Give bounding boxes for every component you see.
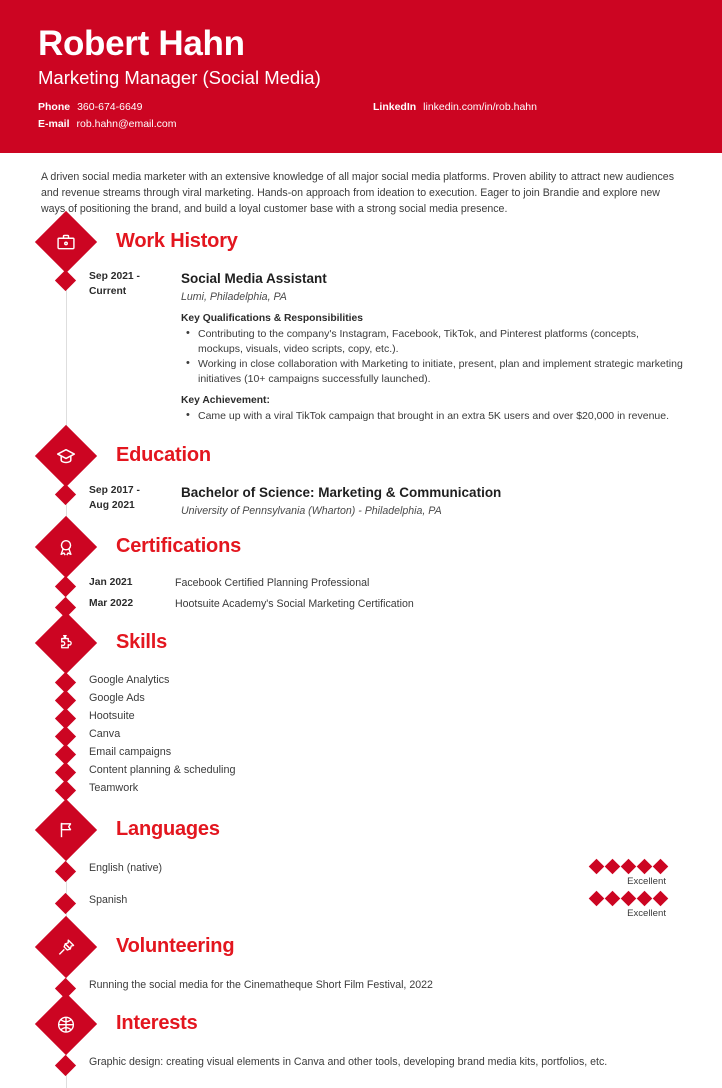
language-level: Excellent <box>627 875 666 887</box>
work-entry-date <box>89 270 175 300</box>
language-level: Excellent <box>627 907 666 919</box>
certification-date: Mar 2022 <box>89 597 134 609</box>
interests-title: Interests <box>116 1012 198 1035</box>
section-certifications <box>22 525 684 619</box>
skill-label: Google Ads <box>89 691 145 704</box>
interests-text: Graphic design: creating visual elements in Canva and other tools, developing brand media kits, portfolios, etc. <box>89 1055 608 1068</box>
education-entry-body <box>181 484 684 519</box>
candidate-job-title: Marketing Manager (Social Media) <box>38 66 321 88</box>
rating-dot-filled <box>637 890 653 906</box>
timeline-marker <box>55 893 76 914</box>
languages-heading <box>22 808 684 852</box>
rating-dots <box>574 893 666 904</box>
rating-dot-filled <box>653 890 669 906</box>
volunteering-heading <box>22 925 684 969</box>
skill-item <box>22 781 684 798</box>
work-entry-date-start: Sep 2021 - <box>89 270 140 282</box>
section-education <box>22 434 684 523</box>
education-entry-date <box>89 484 175 514</box>
flag-icon <box>35 799 97 861</box>
professional-summary: A driven social media marketer with an extensive knowledge of all major social media platforms. Proven ability to attract new audiences and revenue streams through viral marketing. Hands-on approach from ideation to execution. Eager to join Brandie and explore new ways of positioning the brand, and build a loyal customer base with a strong social media presence. <box>41 171 674 215</box>
timeline-marker <box>55 270 76 291</box>
contact-details <box>38 100 684 132</box>
language-label: Spanish <box>89 893 128 906</box>
contact-linkedin <box>373 100 684 115</box>
contact-email-label: E-mail <box>38 118 70 131</box>
timeline-marker <box>55 1055 76 1076</box>
certification-name: Facebook Certified Planning Professional <box>175 576 370 589</box>
skill-item <box>22 727 684 744</box>
skills-heading <box>22 621 684 665</box>
rating-dot-filled <box>605 858 621 874</box>
skill-label: Canva <box>89 727 121 740</box>
briefcase-icon <box>35 211 97 273</box>
volunteering-text: Running the social media for the Cinematheque Short Film Festival, 2022 <box>89 978 433 991</box>
section-work-history <box>22 220 684 432</box>
work-entry-body <box>181 270 684 424</box>
timeline-marker <box>55 861 76 882</box>
contact-email-value[interactable]: rob.hahn@email.com <box>76 118 177 131</box>
achievement-label: Key Achievement: <box>181 394 270 406</box>
rating-dot-filled <box>637 858 653 874</box>
rating-dot-filled <box>653 858 669 874</box>
language-rating <box>574 861 684 887</box>
certification-entry <box>22 576 684 594</box>
work-history-title: Work History <box>116 230 238 253</box>
timeline-marker <box>55 484 76 505</box>
contact-linkedin-label: LinkedIn <box>373 100 417 113</box>
skill-item <box>22 745 684 762</box>
contact-phone-label: Phone <box>38 100 71 113</box>
work-history-heading <box>22 220 684 264</box>
education-degree: Bachelor of Science: Marketing & Communication <box>181 484 502 500</box>
list-item: • Contributing to the company's Instagram, Facebook, TikTok, and Pinterest platforms (concepts, mockups, visuals, video scripts, copy, etc.). <box>181 327 684 357</box>
skill-item <box>22 691 684 708</box>
skill-label: Hootsuite <box>89 709 135 722</box>
rating-dot-filled <box>589 890 605 906</box>
skill-label: Teamwork <box>89 781 139 794</box>
education-institution: University of Pennsylvania (Wharton) - Philadelphia, PA <box>181 505 442 518</box>
volunteering-title: Volunteering <box>116 935 235 958</box>
certifications-title: Certifications <box>116 535 242 558</box>
skill-item <box>22 709 684 726</box>
contact-email <box>38 117 373 132</box>
certifications-heading <box>22 525 684 569</box>
ball-icon <box>35 993 97 1055</box>
resume-header <box>0 0 722 153</box>
language-label: English (native) <box>89 861 163 874</box>
education-entry <box>22 484 684 519</box>
education-date-end: Aug 2021 <box>89 499 135 511</box>
candidate-name: Robert Hahn <box>38 24 245 63</box>
achievements-list <box>181 409 684 424</box>
skills-title: Skills <box>116 631 168 654</box>
rating-dots <box>574 861 666 872</box>
skill-item <box>22 763 684 780</box>
rating-dot-filled <box>605 890 621 906</box>
pushpin-icon <box>35 916 97 978</box>
languages-title: Languages <box>116 818 220 841</box>
contact-phone <box>38 100 373 115</box>
qualifications-label: Key Qualifications & Responsibilities <box>181 312 363 324</box>
education-date-start: Sep 2017 - <box>89 484 140 496</box>
skill-label: Email campaigns <box>89 745 172 758</box>
contact-linkedin-value[interactable]: linkedin.com/in/rob.hahn <box>423 100 537 113</box>
volunteering-item <box>22 978 684 996</box>
section-languages <box>22 808 684 923</box>
certification-name: Hootsuite Academy's Social Marketing Certification <box>175 597 414 610</box>
certification-date: Jan 2021 <box>89 576 133 588</box>
language-rating <box>574 893 684 919</box>
language-item <box>22 861 684 887</box>
rating-dot-filled <box>621 858 637 874</box>
rating-dot-filled <box>621 890 637 906</box>
skill-label: Google Analytics <box>89 673 170 686</box>
qualifications-list <box>181 327 684 387</box>
puzzle-piece-icon <box>35 612 97 674</box>
list-item: • Came up with a viral TikTok campaign that brought in an extra 5K users and over $20,000 in revenue. <box>181 409 684 424</box>
award-ribbon-icon <box>35 516 97 578</box>
list-item: • Working in close collaboration with Marketing to initiate, present, plan and implement strategic marketing initiatives (10+ campaigns successfully launched). <box>181 357 684 387</box>
skill-item <box>22 673 684 690</box>
work-entry-date-end: Current <box>89 285 127 297</box>
education-heading <box>22 434 684 478</box>
interests-heading <box>22 1002 684 1046</box>
education-title: Education <box>116 444 211 467</box>
certification-entry <box>22 597 684 615</box>
timeline-marker <box>55 576 76 597</box>
skill-label: Content planning & scheduling <box>89 763 236 776</box>
contact-phone-value: 360-674-6649 <box>77 100 143 113</box>
section-skills <box>22 621 684 806</box>
resume-body <box>0 153 722 1073</box>
rating-dot-filled <box>589 858 605 874</box>
language-item <box>22 893 684 919</box>
work-entry-company: Lumi, Philadelphia, PA <box>181 291 287 304</box>
section-interests <box>22 1002 684 1073</box>
work-history-entry <box>22 270 684 424</box>
graduation-cap-icon <box>35 425 97 487</box>
work-entry-title: Social Media Assistant <box>181 270 327 286</box>
section-volunteering <box>22 925 684 1000</box>
interests-item <box>22 1055 684 1073</box>
